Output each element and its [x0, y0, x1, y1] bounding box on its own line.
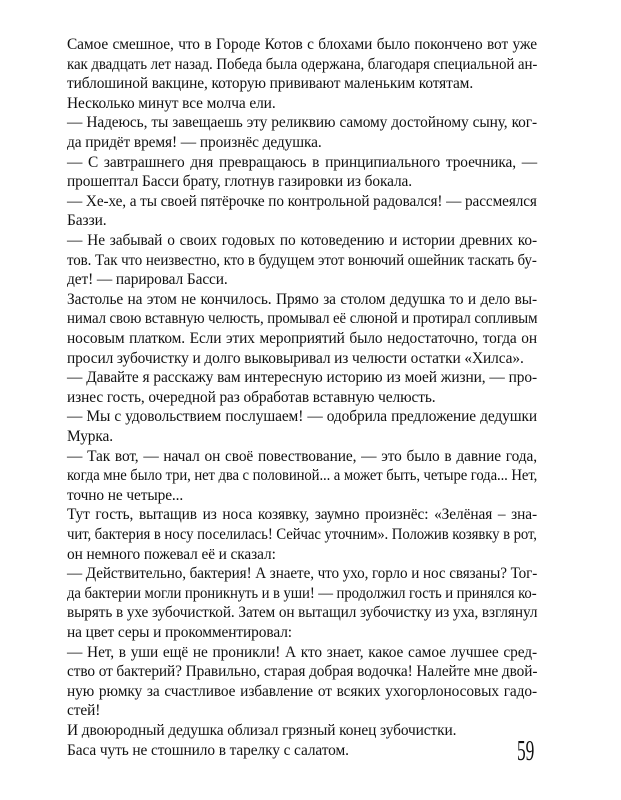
text-line: просил зубочистку и долго выковыривал из челюсти остатки «Хилса».	[67, 349, 524, 367]
text-line: тов. Так что неизвестно, кто в будущем этот вонючий ошейник таскать бу-	[67, 251, 537, 269]
text-line: Мурка.	[67, 428, 114, 445]
text-line: И двоюродный дедушка облизал грязный конец зубочистки.	[67, 722, 457, 739]
text-line: — Давайте я расскажу вам интересную историю из моей жизни, — про-	[67, 369, 537, 387]
text-line: — Так вот, — начал он своё повествование, — это было в давние года,	[67, 447, 537, 465]
text-line: — Нет, в уши ещё не проникли! А кто знает, какое самое лучшее сред-	[67, 643, 537, 661]
text-line: когда мне было три, нет два с половиной... а может быть, четыре года... Нет,	[67, 467, 538, 485]
text-line: Баззи.	[67, 212, 107, 230]
text-line: — Действительно, бактерия! А знаете, что ухо, горло и нос связаны? Тог-	[67, 565, 538, 583]
text-line: Самое смешное, что в Городе Котов с блохами было покончено вот уже	[67, 36, 537, 53]
text-line: изнес гость, очередной раз обработав вставную челюсть.	[67, 388, 436, 406]
text-line: — Мы с удовольствием послушаем! — одобрила предложение дедушки	[67, 408, 537, 426]
text-line: Тут гость, вытащив из носа козявку, заумно произнёс: «Зелёная – зна-	[67, 506, 537, 524]
text-line: Несколько минут все молча ели.	[67, 94, 276, 112]
text-line: Баса чуть не стошнило в тарелку с салатом.	[67, 741, 349, 759]
text-line: как двадцать лет назад. Победа была одержана, благодаря специальной ан-	[67, 55, 538, 73]
text-line: чит, бактерия в носу поселилась! Сейчас уточним». Положив козявку в рот,	[67, 526, 537, 543]
text-line: тиблошиной вакцине, которую прививают маленьким котятам.	[67, 75, 474, 93]
text-line: да придёт время! — произнёс дедушка.	[67, 134, 322, 151]
text-line: — С завтрашнего дня превращаюсь в принципиального троечника, —	[67, 153, 537, 171]
text-line: прошептал Басси брату, глотнув газировки из бокала.	[67, 173, 413, 191]
text-line: — Надеюсь, ты завещаешь эту реликвию самому достойному сыну, ког-	[67, 114, 537, 132]
text-line: стей!	[67, 702, 101, 720]
text-line: точно не четыре...	[67, 486, 184, 504]
text-line: — Хе-хе, а ты своей пятёрочке по контрольной радовался! — рассмеялся	[67, 192, 537, 210]
text-line: ство от бактерий? Правильно, старая добрая водочка! Налейте мне двой-	[67, 663, 538, 681]
text-line: Застолье на этом не кончилось. Прямо за столом дедушка то и дело вы-	[67, 290, 537, 308]
page-number: 59	[517, 736, 535, 767]
text-line: нимал свою вставную челюсть, промывал её слюной и протирал сопливым	[67, 310, 538, 328]
text-line: да бактерии могли проникнуть и в уши! — продолжил гость и принялся ко-	[67, 584, 537, 602]
text-line: вырять в ухе зубочисткой. Затем он вытащил зубочистку из уха, взглянул	[67, 604, 538, 622]
text-line: носовым платком. Если этих мероприятий было недостаточно, тогда он	[67, 330, 537, 347]
text-line: ную рюмку за счастливое избавление от всяких ухогорлоносовых гадо-	[67, 682, 537, 700]
text-line: дет! — парировал Басси.	[67, 271, 228, 289]
text-line: он немного пожевал её и сказал:	[67, 545, 276, 563]
text-line: — Не забывай о своих годовых по котоведению и истории древних ко-	[67, 232, 537, 249]
text-line: на цвет серы и прокомментировал:	[67, 624, 292, 641]
